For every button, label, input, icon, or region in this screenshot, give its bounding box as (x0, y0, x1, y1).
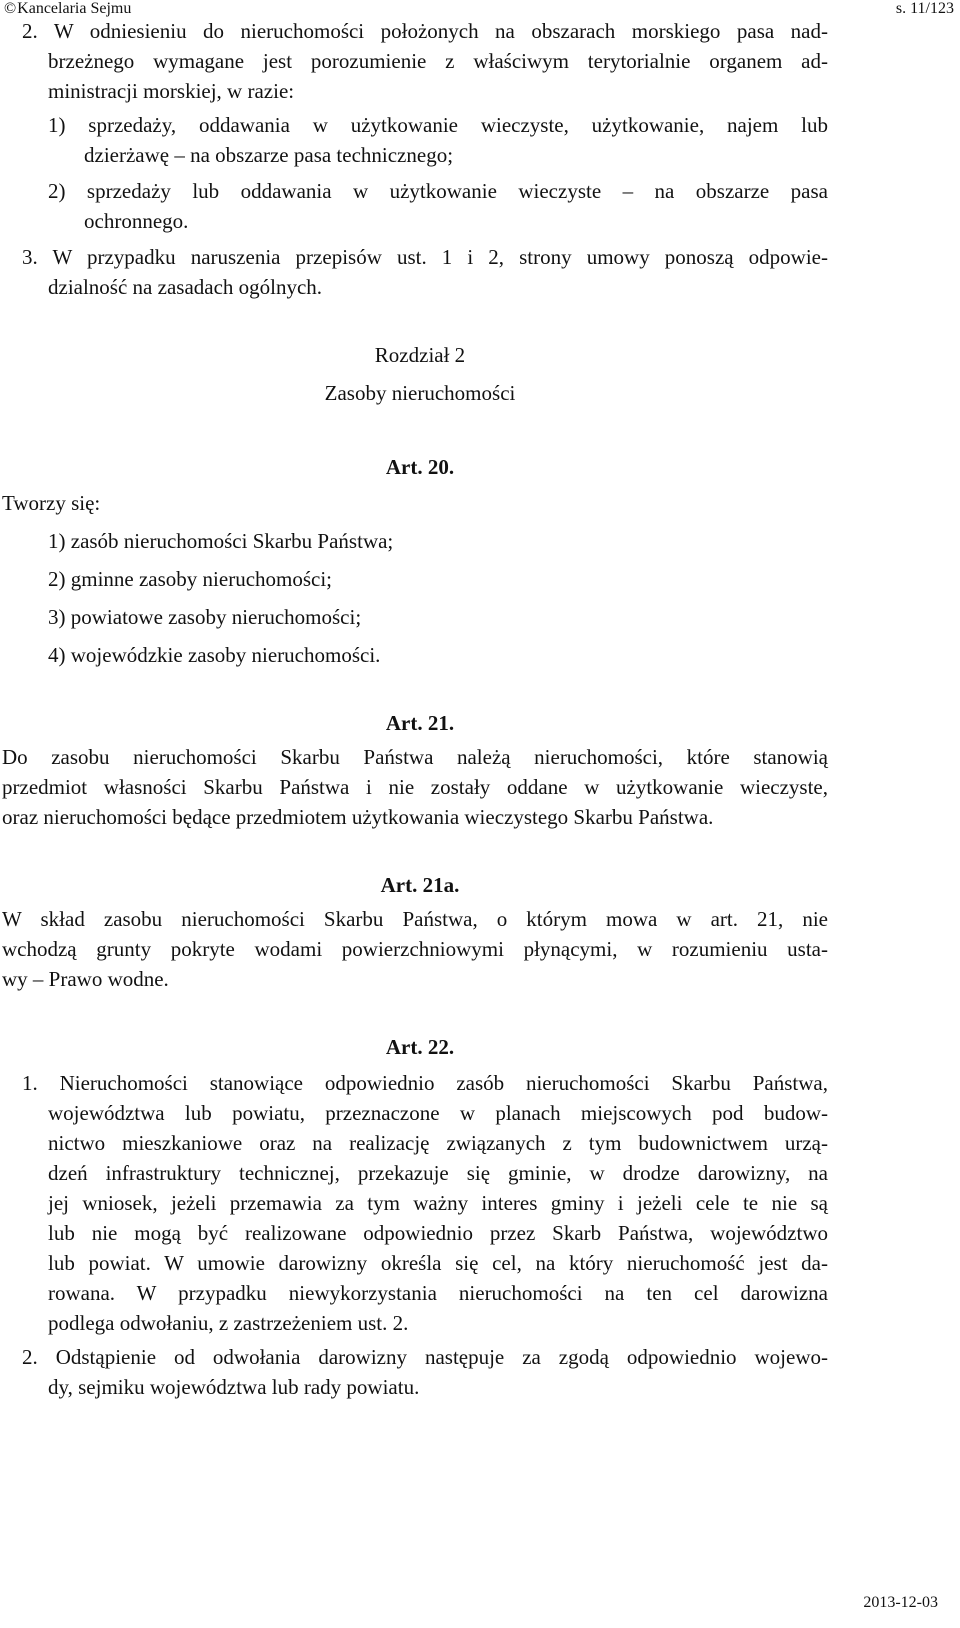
item-2-line-2: ochronnego. (84, 209, 189, 233)
art-22-para-1-line: 1. Nieruchomości stanowiące odpowiednio zasób nieruchomości Skarbu Państwa, (22, 1071, 828, 1095)
art-21-line: Do zasobu nieruchomości Skarbu Państwa należą nieruchomości, które stanowią (2, 745, 828, 769)
header-org: Kancelaria Sejmu (17, 0, 132, 17)
art-22-para-1-line: rowana. W przypadku niewykorzystania nieruchomości na ten cel darowizna (48, 1281, 828, 1305)
item-1-line-1: 1) sprzedaży, oddawania w użytkowanie wieczyste, użytkowanie, najem lub (48, 113, 828, 137)
footer-date: 2013-12-03 (863, 1594, 938, 1611)
art-21a-line: wchodzą grunty pokryte wodami powierzchniowymi płynącymi, w rozumieniu usta- (2, 937, 828, 961)
art-20-item: 2) gminne zasoby nieruchomości; (48, 567, 333, 591)
page-number: s. 11/123 (895, 0, 954, 17)
art-21a-line: wy – Prawo wodne. (2, 967, 169, 991)
art-20-item: 4) wojewódzkie zasoby nieruchomości. (48, 643, 381, 667)
art-21a-line: W skład zasobu nieruchomości Skarbu Państwa, o którym mowa w art. 21, nie (2, 907, 828, 931)
art-21a-heading: Art. 21a. (380, 873, 460, 897)
art-20-heading: Art. 20. (385, 455, 455, 479)
art-20-item: 3) powiatowe zasoby nieruchomości; (48, 605, 362, 629)
para-3-line-1: 3. W przypadku naruszenia przepisów ust. 1 i 2, strony umowy ponoszą odpowie- (22, 245, 828, 269)
para-2-line-2: brzeżnego wymagane jest porozumienie z właściwym terytorialnie organem ad- (48, 49, 828, 73)
para-2-line-3: ministracji morskiej, w razie: (48, 79, 295, 103)
art-22-para-2-line: dy, sejmiku województwa lub rady powiatu. (48, 1375, 420, 1399)
art-22-para-1-line: jej wniosek, jeżeli przemawia za tym ważny interes gminy i jeżeli cele te nie są (48, 1191, 828, 1215)
copyright-icon: © (4, 0, 17, 17)
chapter-title: Zasoby nieruchomości (324, 381, 516, 405)
art-22-para-1-line: województwa lub powiatu, przeznaczone w planach miejscowych pod budow- (48, 1101, 828, 1125)
art-20-item: 1) zasób nieruchomości Skarbu Państwa; (48, 529, 394, 553)
art-22-para-1-line: dzeń infrastruktury technicznej, przekazuje się gminie, w drodze darowizny, na (48, 1161, 828, 1185)
para-3-line-2: dzialność na zasadach ogólnych. (48, 275, 323, 299)
art-21-line: przedmiot własności Skarbu Państwa i nie zostały oddane w użytkowanie wieczyste, (2, 775, 828, 799)
item-1-line-2: dzierżawę – na obszarze pasa technicznego; (84, 143, 454, 167)
art-21-heading: Art. 21. (385, 711, 455, 735)
art-22-para-1-line: nictwo mieszkaniowe oraz na realizację związanych z tym budownictwem urzą- (48, 1131, 828, 1155)
art-21-line: oraz nieruchomości będące przedmiotem użytkowania wieczystego Skarbu Państwa. (2, 805, 714, 829)
art-22-para-1-line: podlega odwołaniu, z zastrzeżeniem ust. 2. (48, 1311, 409, 1335)
para-2-line-1: 2. W odniesieniu do nieruchomości położonych na obszarach morskiego pasa nad- (22, 19, 828, 43)
chapter-number: Rozdział 2 (374, 343, 466, 367)
art-22-para-1-line: lub nie mogą być realizowane odpowiednio przez Skarb Państwa, województwo (48, 1221, 828, 1245)
art-22-para-1-line: lub powiat. W umowie darowizny określa się cel, na który nieruchomość jest da- (48, 1251, 828, 1275)
item-2-line-1: 2) sprzedaży lub oddawania w użytkowanie wieczyste – na obszarze pasa (48, 179, 828, 203)
art-20-intro: Tworzy się: (2, 491, 101, 515)
art-22-para-2-line: 2. Odstąpienie od odwołania darowizny następuje za zgodą odpowiednio wojewo- (22, 1345, 828, 1369)
art-22-heading: Art. 22. (385, 1035, 455, 1059)
